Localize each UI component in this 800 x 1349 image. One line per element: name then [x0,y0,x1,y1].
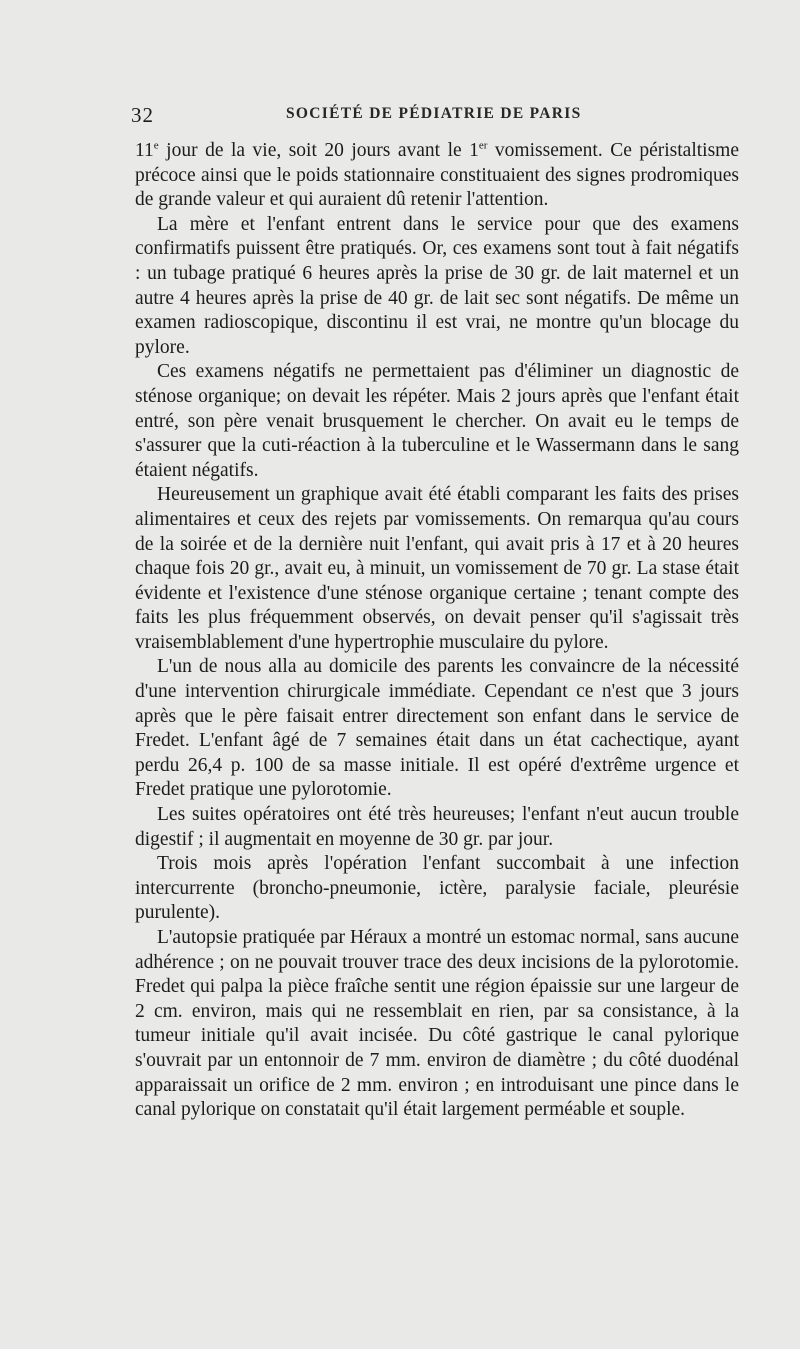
running-title: SOCIÉTÉ DE PÉDIATRIE DE PARIS [286,105,582,122]
page-header [131,103,743,127]
paragraph-5: L'un de nous alla au domicile des parents les convaincre de la nécessité d'une intervention chirurgicale immédiate. Cependant ce n'est que 3 jours après que le père faisait entrer directement son enfant dans le service de Fredet. L'enfant âgé de 7 semaines était dans un état cachectique, ayant perdu 26,4 p. 100 de sa masse initiale. Il est opéré d'extrême urgence et Fredet pratique une pylorotomie. [135,656,739,801]
body-text [135,139,739,1123]
paragraph-1: 11e jour de la vie, soit 20 jours avant le 1er vomissement. Ce péristaltisme précoce ainsi que le poids stationnaire constituaient des signes prodromiques de grande valeur et qui auraient dû retenir l'attention. [135,139,739,211]
paragraph-7: Trois mois après l'opération l'enfant succombait à une infection intercurrente (broncho-pneumonie, ictère, paralysie faciale, pleurésie purulente). [135,853,739,924]
paragraph-4: Heureusement un graphique avait été établi comparant les faits des prises alimentaires et ceux des rejets par vomissements. On remarqua qu'au cours de la soirée et de la dernière nuit l'enfant, qui avait pris à 17 et à 20 heures chaque fois 20 gr., avait eu, à minuit, un vomissement de 70 gr. La stase était évidente et l'existence d'une sténose organique certaine ; tenant compte des faits les plus fréquemment observés, on devait penser qu'il s'agissait très vraisemblablement d'une hypertrophie musculaire du pylore. [135,484,739,653]
paragraph-8: L'autopsie pratiquée par Héraux a montré un estomac normal, sans aucune adhérence ; on ne pouvait trouver trace des deux incisions de la pylorotomie. Fredet qui palpa la pièce fraîche sentit une région épaissie sur une largeur de 2 cm. environ, mais qui ne ressemblait en rien, par sa consistance, à la tumeur initiale qu'il avait incisée. Du côté gastrique le canal pylorique s'ouvrait par un entonnoir de 7 mm. environ de diamètre ; du côté duodénal apparaissait un orifice de 2 mm. environ ; en introduisant une pince dans le canal pylorique on constatait qu'il était largement perméable et souple. [135,927,739,1121]
page-number: 32 [131,103,154,127]
paragraph-3: Ces examens négatifs ne permettaient pas d'éliminer un diagnostic de sténose organique; on devait les répéter. Mais 2 jours après que l'enfant était entré, son père venait brusquement le chercher. On avait eu le temps de s'assurer que la cuti-réaction à la tuberculine et le Wassermann dans le sang étaient négatifs. [135,361,739,481]
paragraph-2: La mère et l'enfant entrent dans le service pour que des examens confirmatifs puissent être pratiqués. Or, ces examens sont tout à fait négatifs : un tubage pratiqué 6 heures après la prise de 30 gr. de lait maternel et un autre 4 heures après la prise de 40 gr. de lait sec sont négatifs. De même un examen radioscopique, discontinu il est vrai, ne montre qu'un blocage du pylore. [135,213,739,358]
paragraph-6: Les suites opératoires ont été très heureuses; l'enfant n'eut aucun trouble digestif ; il augmentait en moyenne de 30 gr. par jour. [135,804,739,850]
